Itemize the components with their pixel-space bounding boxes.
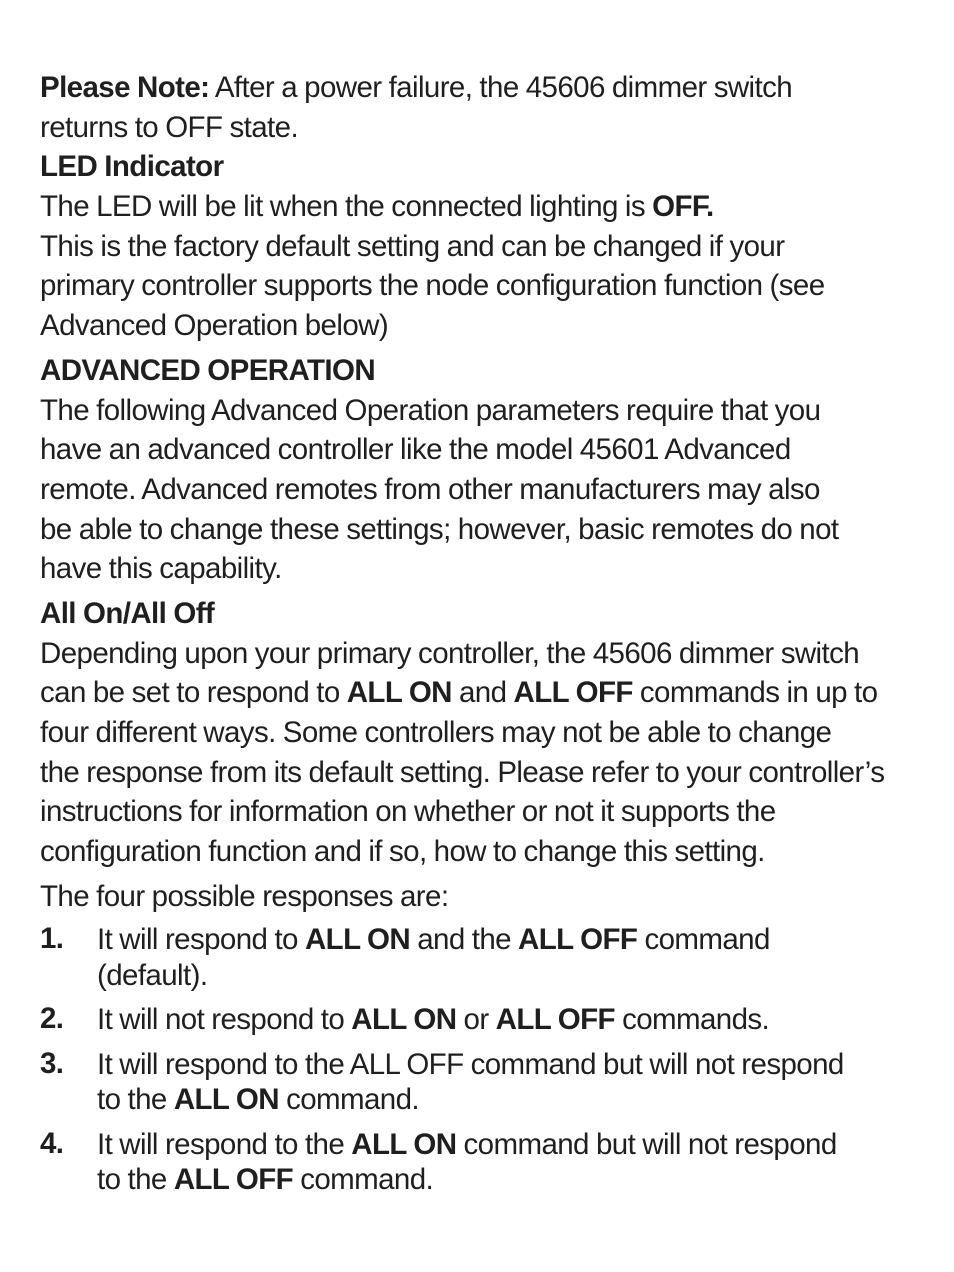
allonoff-line-3: four different ways. Some controllers may not be able to change: [40, 716, 832, 749]
led-line-4: Advanced Operation below): [40, 309, 389, 343]
led-line-1: The LED will be lit when the connected lighting is OFF.: [40, 190, 714, 224]
led-heading: LED Indicator: [40, 150, 224, 184]
allonoff-line-5: instructions for information on whether or not it supports the: [40, 795, 776, 829]
list-number: 4.: [40, 1126, 64, 1160]
note-paragraph: [40, 68, 925, 147]
list-item: 2. It will not respond to ALL ON or ALL OFF commands.: [40, 1002, 770, 1037]
responses-list: [40, 922, 925, 1198]
manual-page: [40, 68, 925, 1198]
advanced-line: have this capability.: [40, 552, 282, 586]
allonoff-line-1: Depending upon your primary controller, the 45606 dimmer switch: [40, 636, 860, 670]
list-number: 3.: [40, 1046, 64, 1080]
advanced-line: remote. Advanced remotes from other manufacturers may also: [40, 472, 820, 506]
led-section: [40, 147, 925, 345]
allonoff-line-6: configuration function and if so, how to change this setting.: [40, 835, 765, 869]
advanced-section: [40, 351, 925, 589]
responses-intro: The four possible responses are:: [40, 879, 449, 913]
list-number: 1.: [40, 922, 64, 956]
led-line-2: This is the factory default setting and can be changed if your: [40, 229, 785, 263]
allonoff-section: [40, 594, 925, 917]
note-label: Please Note:: [40, 71, 210, 104]
advanced-line: have an advanced controller like the model 45601 Advanced: [40, 433, 791, 467]
note-line-2: returns to OFF state.: [40, 110, 299, 144]
note-line-1: Please Note: After a power failure, the 45606 dimmer switch: [40, 71, 793, 104]
advanced-line: be able to change these settings; however, basic remotes do not: [40, 512, 839, 546]
advanced-heading: ADVANCED OPERATION: [40, 353, 376, 387]
led-line-3: primary controller supports the node configuration function (see: [40, 269, 825, 303]
allonoff-line-2: can be set to respond to ALL ON and ALL OFF commands in up to: [40, 676, 878, 710]
list-item: 3. It will respond to the ALL OFF command but will not respond to the ALL ON command.: [40, 1046, 844, 1117]
allonoff-heading: All On/All Off: [40, 596, 215, 630]
advanced-line: The following Advanced Operation parameters require that you: [40, 393, 821, 427]
allonoff-line-4: the response from its default setting. Please refer to your controller’s: [40, 755, 885, 789]
list-number: 2.: [40, 1002, 64, 1036]
list-item: 1. It will respond to ALL ON and the ALL OFF command (default).: [40, 922, 770, 992]
list-item: 4. It will respond to the ALL ON command but will not respond to the ALL OFF command.: [40, 1126, 837, 1197]
